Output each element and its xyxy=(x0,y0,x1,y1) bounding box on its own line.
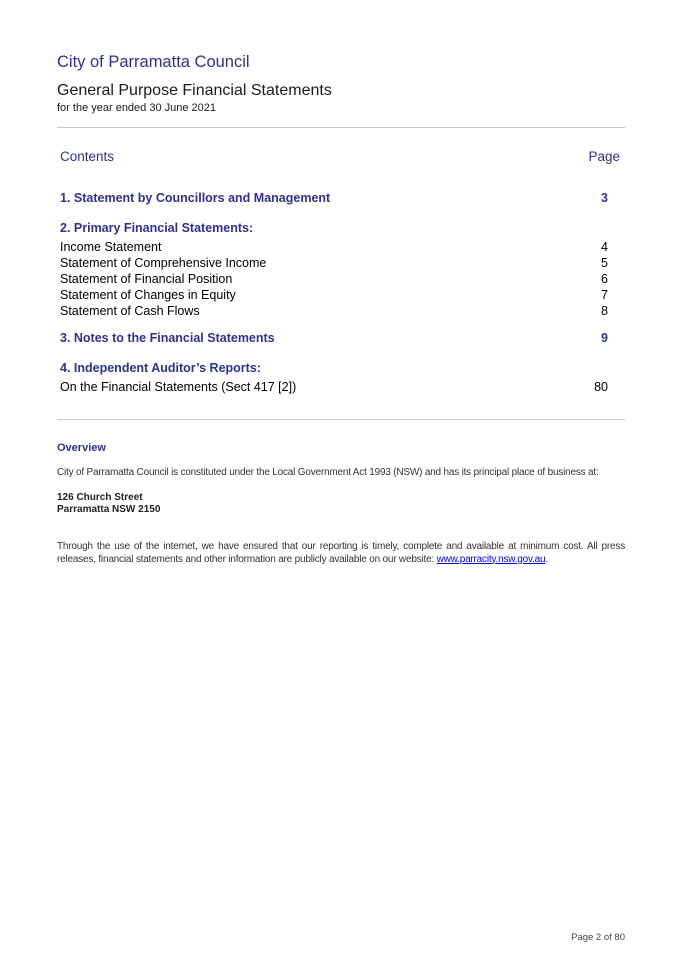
toc-item-page: 5 xyxy=(601,256,608,270)
page-column-heading: Page xyxy=(588,149,620,164)
toc-section-1[interactable]: 1. Statement by Councillors and Management xyxy=(60,191,331,205)
toc-item-changes-in-equity[interactable]: Statement of Changes in Equity xyxy=(60,288,236,302)
toc-item-page: 6 xyxy=(601,272,608,286)
page-number: Page 2 of 80 xyxy=(571,932,625,943)
website-paragraph xyxy=(57,541,625,566)
toc-section-3-page: 9 xyxy=(601,331,608,345)
council-name: City of Parramatta Council xyxy=(57,53,250,71)
website-link[interactable]: www.parracity.nsw.gov.au xyxy=(436,553,546,565)
document-title: General Purpose Financial Statements xyxy=(57,82,332,99)
address-line-2: Parramatta NSW 2150 xyxy=(57,504,161,515)
toc-item-comprehensive-income[interactable]: Statement of Comprehensive Income xyxy=(60,256,267,270)
website-paragraph-text: Through the use of the internet, we have ensured that our reporting is timely, complete and available at minimum cost. All press releases, financial statements and other information are publicly available on our website: xyxy=(57,541,625,565)
toc-item-income-statement[interactable]: Income Statement xyxy=(60,240,162,254)
toc-item-page: 80 xyxy=(594,380,608,394)
toc-section-2[interactable]: 2. Primary Financial Statements: xyxy=(60,221,254,235)
overview-heading: Overview xyxy=(57,442,106,454)
toc-item-auditor-report[interactable]: On the Financial Statements (Sect 417 [2]) xyxy=(60,380,297,394)
header-divider xyxy=(57,127,625,128)
contents-divider xyxy=(57,419,625,420)
toc-section-1-page: 3 xyxy=(601,191,608,205)
toc-item-page: 4 xyxy=(601,240,608,254)
toc-item-financial-position[interactable]: Statement of Financial Position xyxy=(60,272,233,286)
address-line-1: 126 Church Street xyxy=(57,492,143,503)
toc-item-cash-flows[interactable]: Statement of Cash Flows xyxy=(60,304,200,318)
website-paragraph-end: . xyxy=(545,553,548,565)
overview-text: City of Parramatta Council is constituted under the Local Government Act 1993 (NSW) and has its principal place of business at: xyxy=(57,467,599,478)
document-subtitle: for the year ended 30 June 2021 xyxy=(57,102,217,114)
toc-section-3[interactable]: 3. Notes to the Financial Statements xyxy=(60,331,275,345)
toc-item-page: 7 xyxy=(601,288,608,302)
contents-heading: Contents xyxy=(60,149,115,164)
toc-item-page: 8 xyxy=(601,304,608,318)
toc-section-4[interactable]: 4. Independent Auditor’s Reports: xyxy=(60,361,261,375)
